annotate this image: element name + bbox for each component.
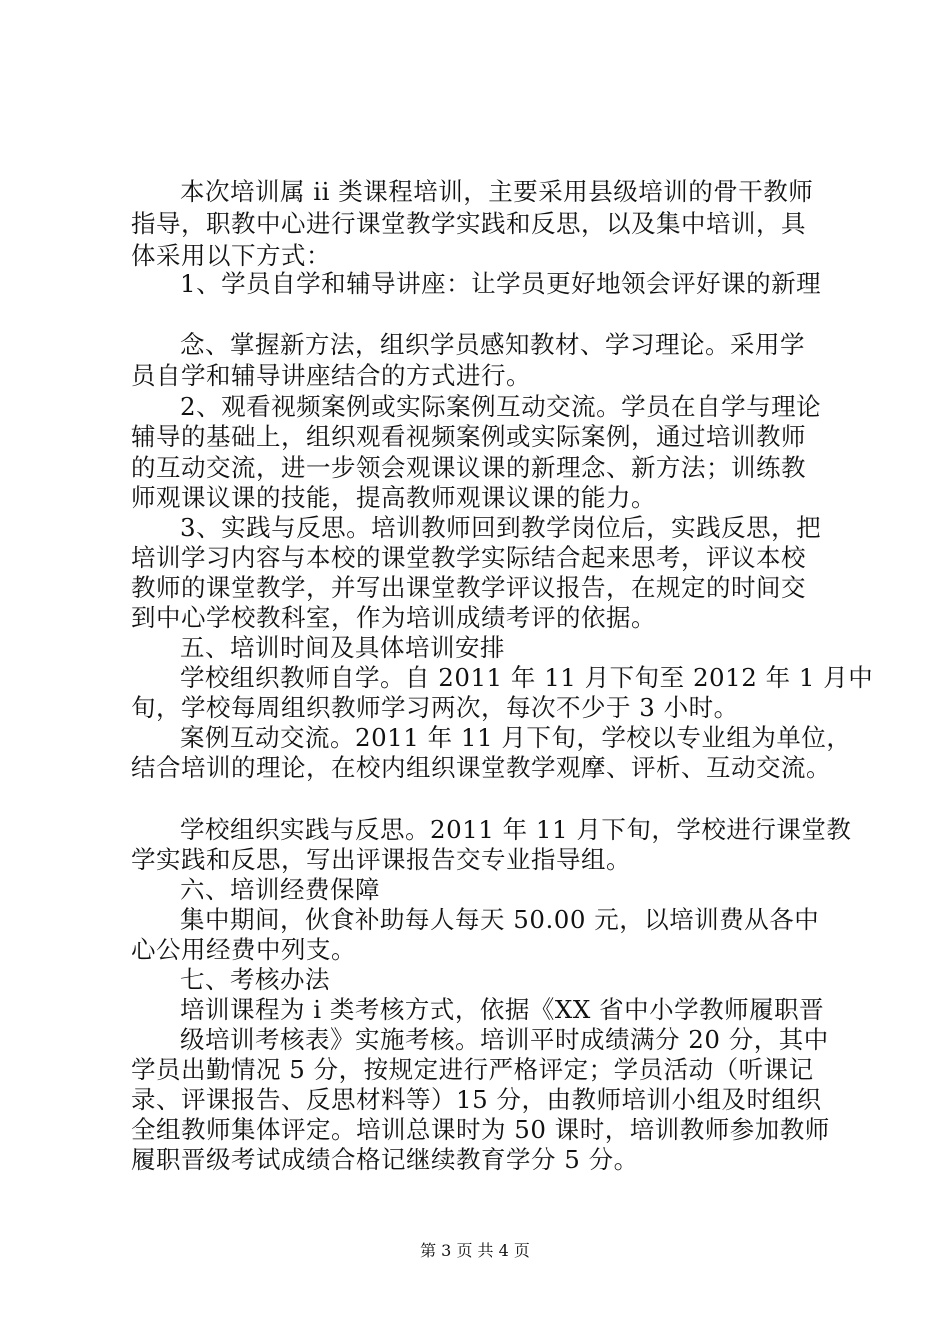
text-line: 到中心学校教科室，作为培训成绩考评的依据。 bbox=[131, 603, 656, 632]
section-heading: 五、培训时间及具体培训安排 bbox=[180, 633, 505, 662]
text-line: 指导，职教中心进行课堂教学实践和反思，以及集中培训，具 bbox=[131, 209, 806, 238]
text-line: 旬，学校每周组织教师学习两次，每次不少于 3 小时。 bbox=[131, 693, 739, 722]
text-line: 心公用经费中列支。 bbox=[131, 935, 356, 964]
text-line: 履职晋级考试成绩合格记继续教育学分 5 分。 bbox=[131, 1145, 639, 1174]
section-heading: 六、培训经费保障 bbox=[180, 875, 380, 904]
text-line: 的互动交流，进一步领会观课议课的新理念、新方法；训练教 bbox=[131, 453, 806, 482]
text-line: 本次培训属 ii 类课程培训，主要采用县级培训的骨干教师 bbox=[180, 177, 814, 206]
text-line: 体采用以下方式： bbox=[131, 241, 331, 270]
page-number-footer: 第 3 页 共 4 页 bbox=[420, 1241, 530, 1260]
text-line: 教师的课堂教学，并写出课堂教学评议报告，在规定的时间交 bbox=[131, 573, 806, 602]
text-line: 学实践和反思，写出评课报告交专业指导组。 bbox=[131, 845, 631, 874]
text-line: 学员出勤情况 5 分，按规定进行严格评定；学员活动（听课记 bbox=[131, 1055, 814, 1084]
text-line: 集中期间，伙食补助每人每天 50.00 元，以培训费从各中 bbox=[180, 905, 820, 934]
text-line: 录、评课报告、反思材料等）15 分，由教师培训小组及时组织 bbox=[131, 1085, 822, 1114]
text-line: 案例互动交流。2011 年 11 月下旬，学校以专业组为单位， bbox=[180, 723, 852, 752]
text-line: 培训课程为 i 类考核方式，依据《XX 省中小学教师履职晋 bbox=[180, 995, 825, 1024]
text-line: 3、实践与反思。培训教师回到教学岗位后，实践反思，把 bbox=[180, 513, 822, 542]
section-heading: 七、考核办法 bbox=[180, 965, 330, 994]
text-line: 1、学员自学和辅导讲座：让学员更好地领会评好课的新理 bbox=[180, 269, 822, 298]
text-line: 级培训考核表》实施考核。培训平时成绩满分 20 分，其中 bbox=[180, 1025, 829, 1054]
text-line: 学校组织实践与反思。2011 年 11 月下旬，学校进行课堂教 bbox=[180, 815, 852, 844]
text-line: 培训学习内容与本校的课堂教学实际结合起来思考，评议本校 bbox=[131, 543, 806, 572]
text-line: 学校组织教师自学。自 2011 年 11 月下旬至 2012 年 1 月中 bbox=[180, 663, 874, 692]
text-line: 2、观看视频案例或实际案例互动交流。学员在自学与理论 bbox=[180, 392, 822, 421]
text-line: 念、掌握新方法，组织学员感知教材、学习理论。采用学 bbox=[180, 330, 805, 359]
text-line: 员自学和辅导讲座结合的方式进行。 bbox=[131, 361, 531, 390]
text-line: 辅导的基础上，组织观看视频案例或实际案例，通过培训教师 bbox=[131, 422, 806, 451]
text-line: 结合培训的理论，在校内组织课堂教学观摩、评析、互动交流。 bbox=[131, 753, 831, 782]
text-line: 师观课议课的技能，提高教师观课议课的能力。 bbox=[131, 483, 656, 512]
text-line: 全组教师集体评定。培训总课时为 50 课时，培训教师参加教师 bbox=[131, 1115, 830, 1144]
